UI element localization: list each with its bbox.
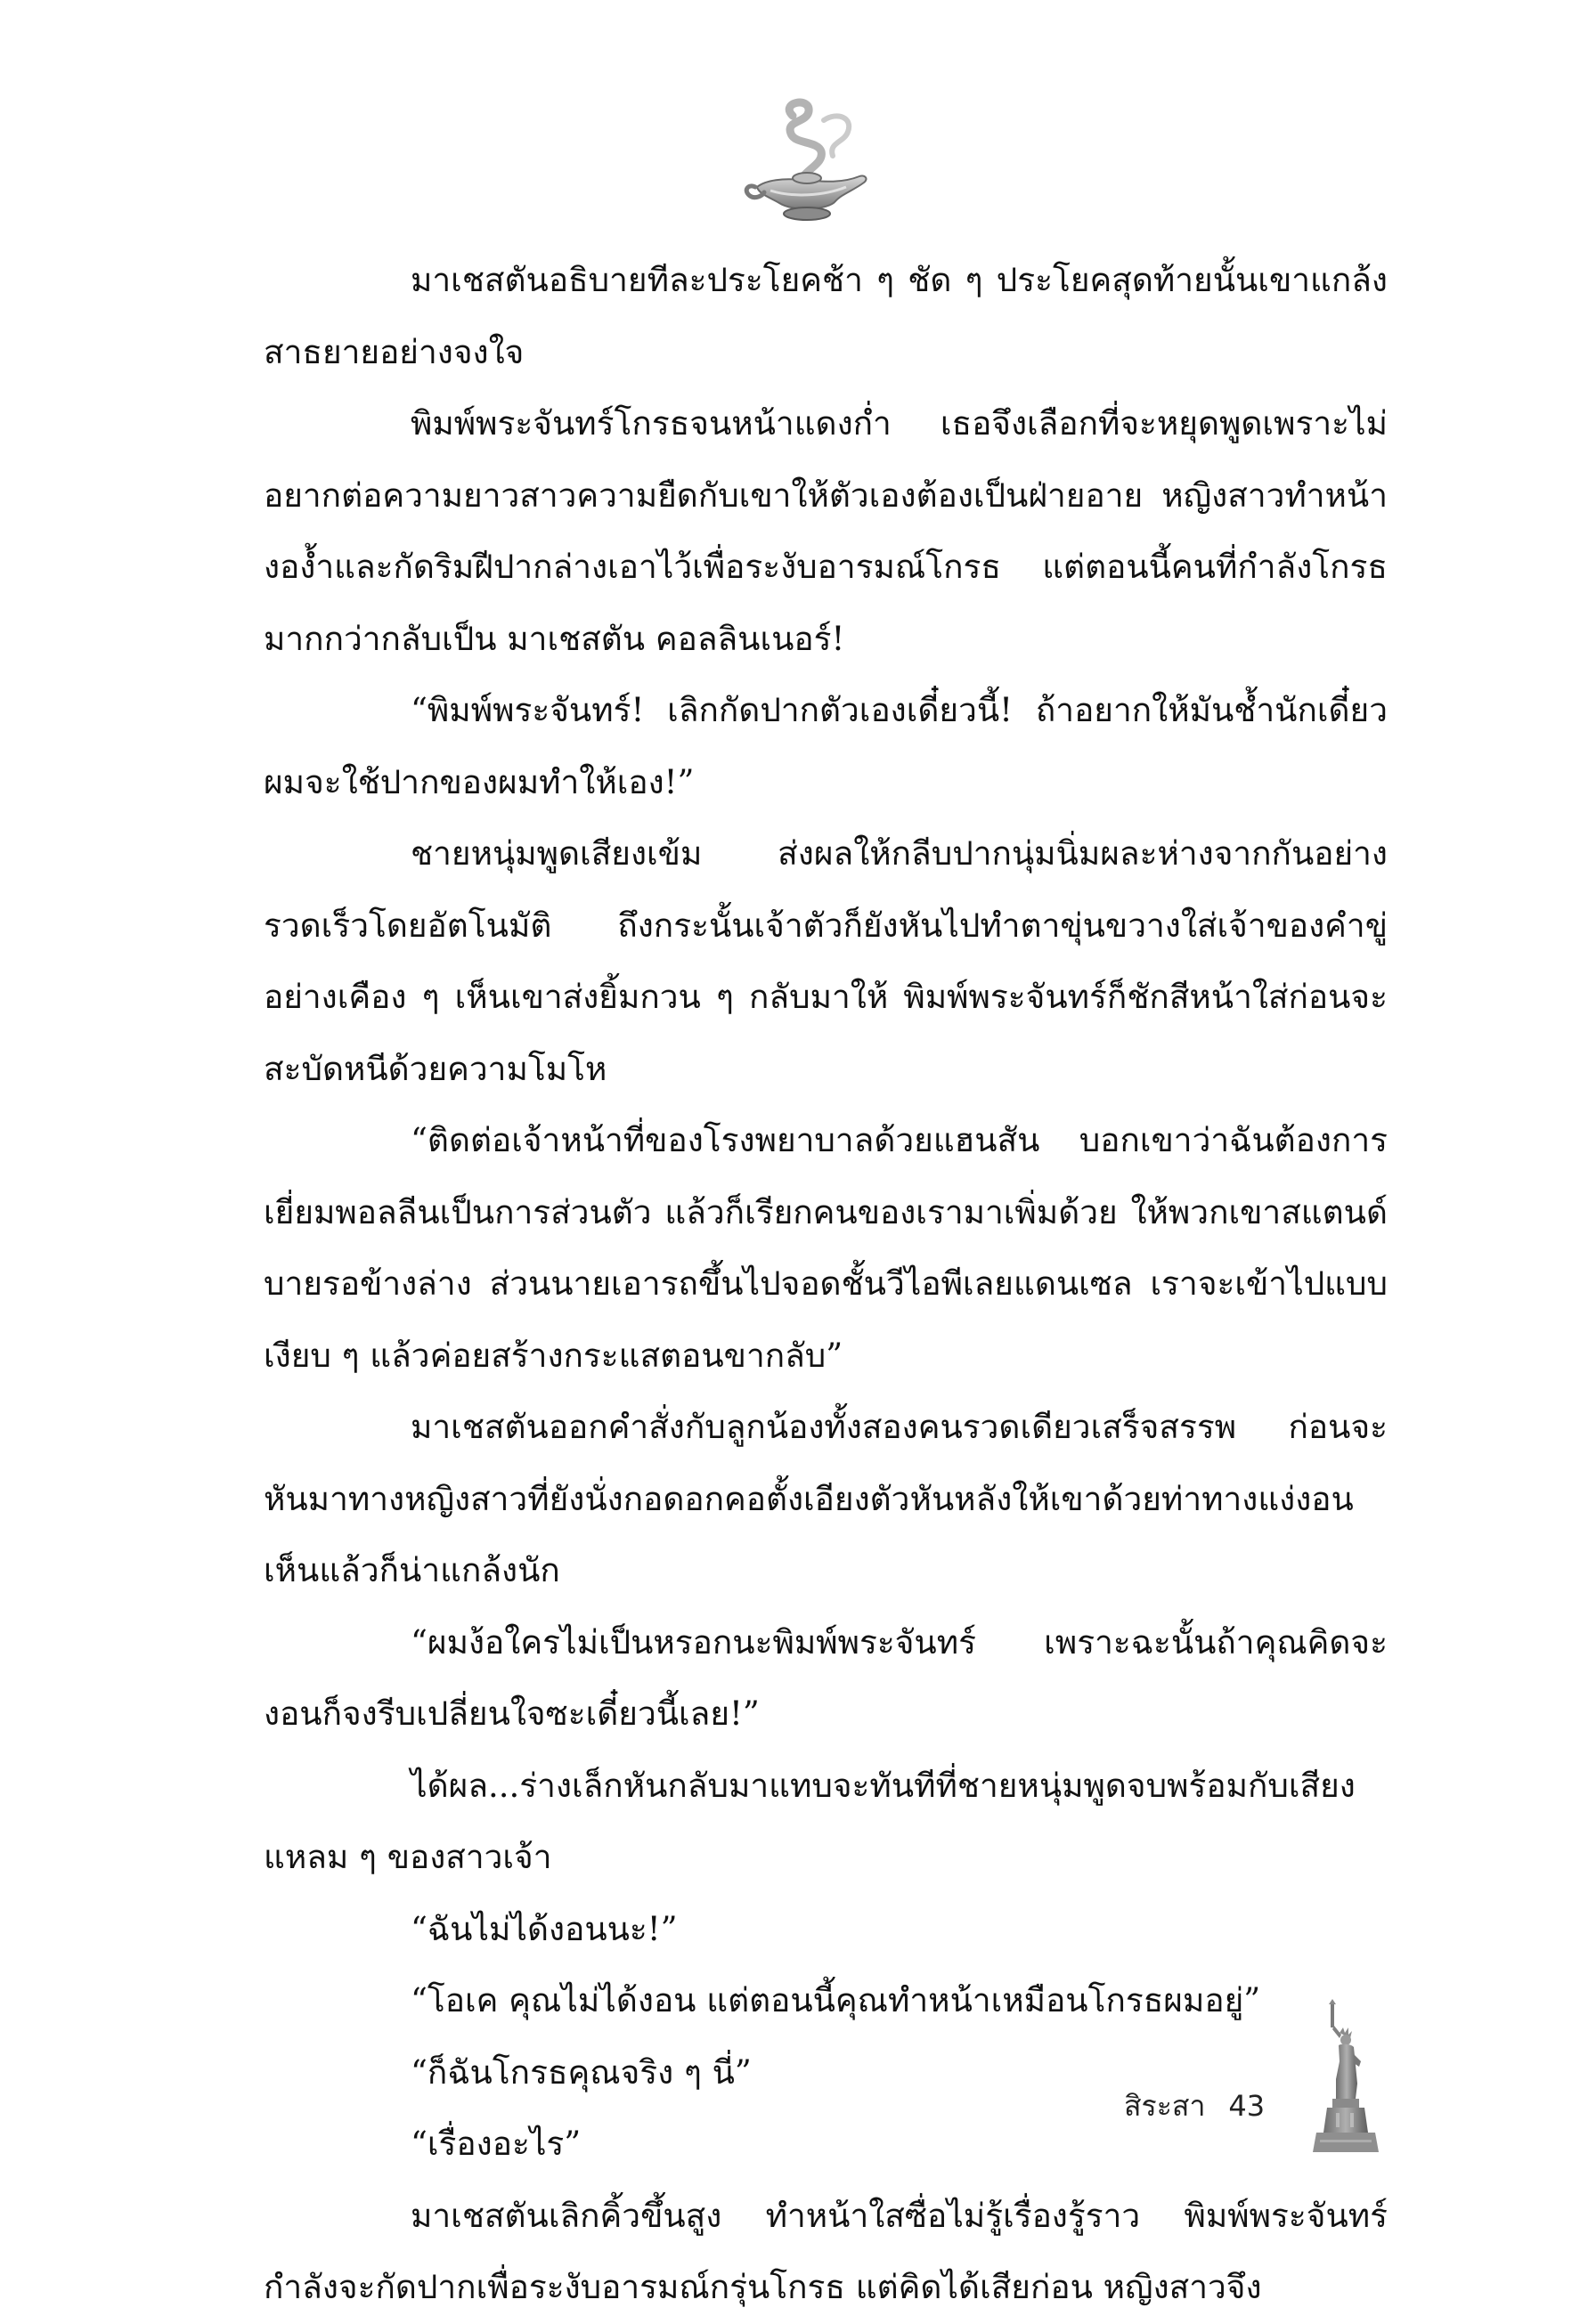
author-name: สิระสา [1124, 2089, 1206, 2123]
paragraph-11: “ก็ฉันโกรธคุณจริง ๆ นี่” [411, 2052, 752, 2092]
paragraph-5: “ติดต่อเจ้าหน้าที่ของโรงพยาบาลด้วยแฮนสัน บอกเขาว่าฉันต้องการเยี่ยมพอลลีนเป็นการส่วนตัว แล้วก็เรียกคนของเรามาเพิ่มด้วย ให้พวกเขาสแตนด์บายรอข้างล่าง ส่วนนายเอารถขึ้นไปจอดชั้นวีไอพีเลยแดนเซล เราจะเข้าไปแบบเงียบ ๆ แล้วค่อยสร้างกระแสตอนขากลับ” [264, 1121, 1388, 1375]
paragraph-6: มาเชสตันออกคำสั่งกับลูกน้องทั้งสองคนรวดเดียวเสร็จสรรพ ก่อนจะหันมาทางหญิงสาวที่ยังนั่งกอดอกคอตั้งเอียงตัวหันหลังให้เขาด้วยท่าทางแง่งอนเห็นแล้วก็น่าแกล้งนัก [264, 1408, 1388, 1589]
page-number: 43 [1228, 2089, 1266, 2123]
paragraph-1: มาเชสตันอธิบายทีละประโยคช้า ๆ ชัด ๆ ประโยคสุดท้ายนั้นเขาแกล้งสาธยายอย่างจงใจ [264, 261, 1388, 371]
paragraph-8: ได้ผล...ร่างเล็กหันกลับมาแทบจะทันทีที่ชายหนุ่มพูดจบพร้อมกับเสียงแหลม ๆ ของสาวเจ้า [264, 1766, 1356, 1876]
paragraph-9: “ฉันไม่ได้งอนนะ!” [411, 1909, 678, 1948]
paragraph-12: “เรื่องอะไร” [411, 2125, 582, 2163]
paragraph-4: ชายหนุ่มพูดเสียงเข้ม ส่งผลให้กลีบปากนุ่มนิ่มผละห่างจากกันอย่างรวดเร็วโดยอัตโนมัติ ถึงกระนั้นเจ้าตัวก็ยังหันไปทำตาขุ่นขวางใส่เจ้าของคำขู่อย่างเคือง ๆ เห็นเขาส่งยิ้มกวน ๆ กลับมาให้ พิมพ์พระจันทร์ก็ชักสีหน้าใส่ก่อนจะสะบัดหนีด้วยความโมโห [264, 834, 1388, 1088]
paragraph-3: “พิมพ์พระจันทร์! เลิกกัดปากตัวเองเดี๋ยวนี้! ถ้าอยากให้มันชํ้านักเดี๋ยวผมจะใช้ปากของผมทำให้เอง!” [264, 691, 1388, 801]
paragraph-2: พิมพ์พระจันทร์โกรธจนหน้าแดงก่ำ เธอจึงเลือกที่จะหยุดพูดเพราะไม่อยากต่อความยาวสาวความยืดกับเขาให้ตัวเองต้องเป็นฝ่ายอาย หญิงสาวทำหน้างองํ้าและกัดริมฝีปากล่างเอาไว้เพื่อระงับอารมณ์โกรธ แต่ตอนนี้คนที่กำลังโกรธมากกว่ากลับเป็น มาเชสตัน คอลลินเนอร์! [264, 404, 1388, 658]
paragraph-10: “โอเค คุณไม่ได้งอน แต่ตอนนี้คุณทำหน้าเหมือนโกรธผมอยู่” [411, 1981, 1261, 2019]
statue-of-liberty-icon [1309, 1999, 1380, 2155]
genie-lamp-icon [739, 98, 873, 227]
page-footer [1124, 2084, 1265, 2129]
paragraph-7: “ผมง้อใครไม่เป็นหรอกนะพิมพ์พระจันทร์ เพราะฉะนั้นถ้าคุณคิดจะงอนก็จงรีบเปลี่ยนใจซะเดี๋ยวนี้เลย!” [264, 1622, 1388, 1733]
paragraph-13: มาเชสตันเลิกคิ้วขึ้นสูง ทำหน้าใสซื่อไม่รู้เรื่องรู้ราว พิมพ์พระจันทร์กำลังจะกัดปากเพื่อระงับอารมณ์กรุ่นโกรธ แต่คิดได้เสียก่อน หญิงสาวจึง [264, 2196, 1388, 2306]
chapter-body-text [264, 245, 1388, 2324]
